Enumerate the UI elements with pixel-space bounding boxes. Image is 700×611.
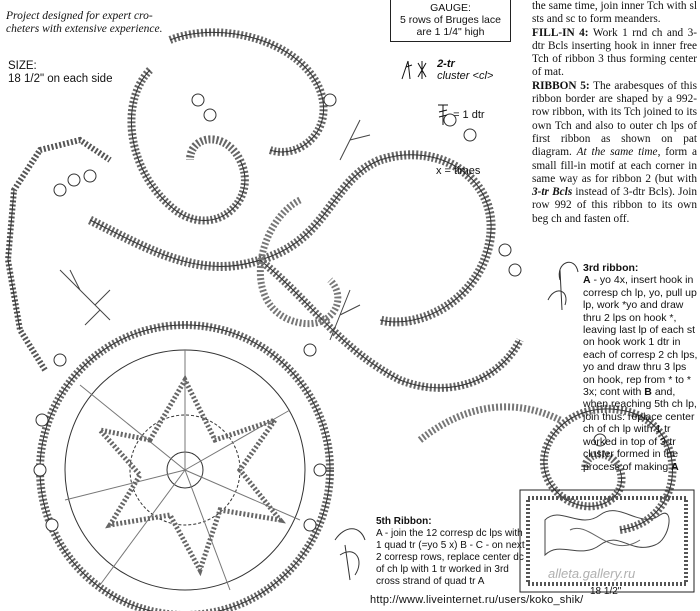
arabesque-middle [90, 155, 491, 322]
third-ribbon-a-start: A [583, 274, 591, 287]
legend-dtr-label: = 1 dtr [453, 108, 485, 121]
dtr-symbol-icon [436, 103, 450, 127]
legend-cluster [398, 58, 493, 82]
fill-in-4-label: FILL-IN 4: [532, 26, 589, 39]
instructions-p1: the same time, join inner Tch with sl sts and sc to form meanders. [532, 0, 697, 26]
cluster-symbol-icon [398, 59, 434, 81]
fill-in-4-text: Work 1 rnd ch and 3-dtr Bcls inserting hook in inner free Tch of ribbon 3 thus forming center of mat. [532, 26, 698, 79]
ribbon-5-text-3: instead of 3-dtr Bcls). Join row 992 of this ribbon to its own beg ch and fasten off. [532, 186, 698, 225]
fifth-ribbon-title: 5th Ribbon: [376, 516, 432, 527]
legend-cluster-label: 2-tr [437, 58, 455, 70]
gauge-line-1: 5 rows of Bruges lace [400, 14, 501, 26]
third-ribbon-text-2: and, when reaching 5th ch lp, join thus: replace center ch of ch lp with 1 tr worked in top of 3-tr cluster formed in the process of making [583, 386, 697, 473]
legend-dtr [436, 103, 485, 127]
size-label: SIZE: [8, 60, 37, 72]
ribbon-5-label: RIBBON 5: [532, 79, 590, 92]
size-value: 18 1/2" on each side [8, 73, 113, 85]
intro-line-1: Project designed for expert cro- [6, 10, 153, 22]
gauge-line-2: are 1 1/4" high [416, 26, 485, 38]
intro-text [6, 10, 181, 36]
intro-line-2: cheters with extensive experience. [6, 23, 163, 35]
arabesque-top [131, 70, 244, 220]
third-ribbon-b: B [644, 386, 652, 399]
legend-times [436, 165, 480, 177]
third-ribbon-text-1: - yo 4x, insert hook in corresp ch lp, yo, pull up lp, work *yo and draw thru 2 lps on hook *, leaving last lp of each st on hook work 1 dtr in each of corresp 2 ch lps, yo and draw thru 3 lps on hook, rep from * to * 3x; cont with [583, 274, 698, 399]
gauge-box [390, 0, 511, 42]
instructions-column [532, 0, 697, 226]
legend-cluster-label-2: cluster <cl> [437, 70, 494, 82]
gauge-title: GAUGE: [430, 2, 471, 14]
fifth-ribbon-text: A - join the 12 corresp dc lps with 1 quad tr (=yo 5 x) B - C - on next 2 corresp rows, replace center dc of ch lp with 1 tr worked in 3rd cross strand of quad tr A [376, 528, 525, 587]
star-zigzag [100, 380, 280, 570]
fifth-ribbon-motif [335, 529, 365, 580]
ribbon-5-bold: 3-tr Bcls [532, 186, 573, 199]
fifth-ribbon-note [376, 516, 526, 588]
source-url[interactable]: http://www.liveinternet.ru/users/koko_shik/ [370, 594, 584, 606]
third-ribbon-motif [548, 262, 578, 310]
third-ribbon-title: 3rd ribbon: [583, 262, 639, 274]
third-ribbon-a: A [671, 460, 679, 473]
mat-size-label: 18 1/2" [590, 586, 622, 597]
third-ribbon-note [583, 262, 698, 473]
ribbon-5-text-1: The arabesques of this ribbon border are shaped by a 992-row ribbon, with its Tch joined to its own Tch and also to outer ch lps of first ribbon as shown on pat diagram. [532, 79, 697, 159]
legend-times-label: x = times [436, 165, 481, 177]
size-block [8, 60, 112, 86]
watermark: alleta.gallery.ru [548, 566, 636, 581]
ribbon-5-text-2: form a small fill-in motif at each corner in same way as for ribbon 2 (but with [532, 146, 697, 185]
ribbon-5-italic: At the same time, [576, 146, 661, 159]
